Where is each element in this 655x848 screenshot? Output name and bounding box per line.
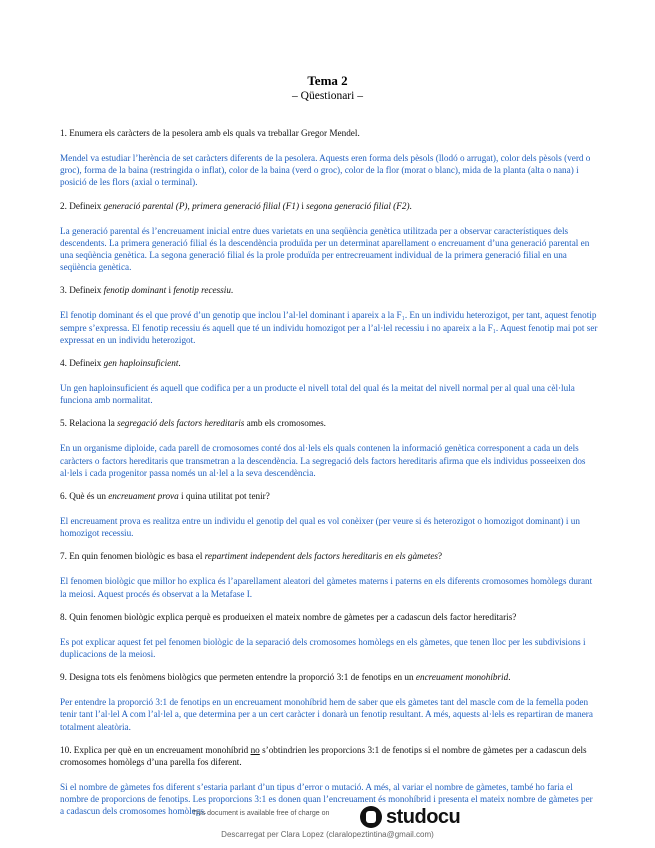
question-3 — [60, 284, 598, 296]
page-title: Tema 2 — [307, 73, 348, 88]
question-text: 9. Designa tots els fenòmens biològics que permeten entendre la proporció 3:1 de fenotips en un — [60, 672, 416, 683]
watermark-note: This document is available free of charge on — [192, 810, 330, 817]
studocu-logo-icon — [360, 806, 382, 828]
question-term: no — [250, 744, 260, 755]
answer-8: Es pot explicar aquest fet pel fenomen biològic de la separació dels cromosomes homòlegs en els gàmetes, que tenen lloc per les subdivisions i duplicacions de la meiosi. — [60, 636, 586, 660]
question-8 — [60, 611, 598, 623]
question-text: 3. Defineix — [60, 285, 104, 296]
question-text: ? — [437, 551, 443, 562]
question-6 — [60, 490, 598, 502]
page-subtitle: – Qüestionari – — [292, 90, 363, 102]
question-term: segona generació filial (F2) — [306, 200, 410, 211]
question-text: 10. Explica per què en un encreuament monohíbrid — [60, 744, 251, 755]
studocu-watermark — [150, 804, 510, 830]
answer-1: Mendel va estudiar l’herència de set caràcters diferents de la pesolera. Aquests eren forma dels pèsols (llodó o arrugat), color dels pèsols (verd o groc), forma de la baina (restringida o inflat), color de la baina (verd o groc), color de la flor (morat o blanc), mida de la planta (alta o nana) i posició de les flors (axial o terminal). — [60, 153, 591, 188]
answer-6: El encreuament prova es realitza entre un individu el genotip del qual es vol conèixer (per veure si és heterozigot o homozigot dominant) i un homozigot recessiu. — [60, 516, 580, 539]
question-text: amb els cromosomes. — [244, 418, 326, 429]
question-text: 5. Relaciona la — [60, 418, 118, 429]
answer-4: Un gen haploinsuficient és aquell que codifica per a un producte el nivell total del qual és la meitat del nivell normal per al qual una cèl·lula funciona amb normalitat. — [60, 383, 575, 406]
answer-3: El fenotip dominant és el que prové d’un genotip que inclou l’al·lel dominant i apareix a la F₁. En un individu heterozigot, per tant, aquest fenotip sempre s’expressa. El fenotip recessiu és aquell que té un individu homozigot per a l’al·lel recessiu i no apareix a la F₁. Aquest fenotip mai pot ser expressat en un individu heterozigot. — [60, 310, 598, 345]
question-7 — [60, 550, 598, 562]
question-text: i — [299, 200, 307, 211]
question-5 — [60, 417, 598, 429]
question-2 — [60, 200, 598, 212]
question-text: 6. Què és un — [60, 491, 109, 502]
question-text: . — [409, 200, 412, 211]
question-9 — [60, 671, 598, 683]
question-text: 2. Defineix — [60, 200, 104, 211]
question-term: fenotip recessiu — [173, 285, 231, 296]
question-text: 4. Defineix — [60, 358, 104, 369]
question-text: 1. Enumera els caràcters de la pesolera amb els quals va treballar Gregor Mendel. — [60, 128, 360, 138]
answer-5: En un organisme diploide, cada parell de cromosomes conté dos al·lels els quals contenen la informació genètica corresponent a cada un dels caràcters o factors hereditaris que transmetran a la descendència. La segregació dels factors hereditaris afirma que els individus posseeixen dos al·lels i cada progenitor passa només un al·lel a la seva descendència. — [60, 443, 586, 478]
download-credit: Descarregat per Clara Lopez (claralopeztintina@gmail.com) — [221, 830, 434, 839]
question-text: , — [187, 200, 193, 211]
question-1 — [60, 127, 598, 139]
question-text: 8. Quin fenomen biològic explica perquè es produeixen el mateix nombre de gàmetes per a cadascun dels factor hereditaris? — [60, 611, 517, 622]
answer-7: El fenomen biològic que millor ho explica és l’aparellament aleatori del gàmetes materns i paterns en els diferents cromosomes homòlegs durant la meiosi. Aquest procés és observat a la Metafase I. — [60, 576, 593, 599]
question-text: . — [508, 672, 511, 683]
question-text: i — [166, 285, 174, 296]
studocu-logo-text: studocu — [386, 805, 461, 828]
question-term: encreuament prova — [108, 491, 179, 502]
question-term: repartiment independent dels factors hereditaris en els gàmetes — [204, 551, 438, 562]
question-text: . — [178, 358, 181, 369]
question-4 — [60, 357, 598, 369]
questionnaire-body — [60, 127, 598, 828]
question-term: generació parental (P) — [103, 200, 188, 211]
question-term: primera generació filial (F1) — [192, 200, 300, 211]
question-term: fenotip dominant — [103, 285, 167, 296]
studocu-logo[interactable] — [360, 804, 460, 830]
question-term: gen haploinsuficient — [103, 358, 179, 369]
answer-10: Si el nombre de gàmetes fos diferent s’estaria parlant d’un tipus d’error o mutació. A més, al variar el nombre de gàmetes, també ho faria el nombre de proporcions de fenotips. Les proporcions 3:1 es donen quan l’encreuament és monohíbrid i presenta el mateix nombre de gàmetes per a cadascun dels cromosomes homòlegs. — [60, 781, 593, 817]
answer-9: Per entendre la proporció 3:1 de fenotips en un encreuament monohíbrid hem de saber que els gàmetes tant del mascle com de la femella poden tenir tant l’al·lel A com l’al·lel a, que determina per a un cert caràcter i donarà un fenotip resultant. A més, aquests al·lels es repartiran de manera totalment aleatòria. — [60, 697, 593, 732]
question-text: s’obtindrien les proporcions 3:1 de fenotips si el nombre de gàmetes per a cadascun dels cromosomes homòlegs d’una parella fos diferent. — [60, 744, 587, 767]
question-term: segregació dels factors hereditaris — [117, 418, 245, 429]
question-text: i quina utilitat pot tenir? — [178, 491, 270, 502]
question-text: . — [230, 285, 234, 296]
answer-2: La generació parental és l’encreuament inicial entre dues varietats en una seqüència genètica utilitzada per a observar característiques dels descendents. La primera generació filial és la descendència produïda per un determinat aparellament o encreuament d’una generació parental en una seqüència genètica. La segona generació filial és la prole produïda per entrecreuament individual de la primera generació filial en una seqüència genètica. — [60, 225, 590, 273]
question-term: encreuament monohíbrid — [415, 672, 509, 683]
question-10 — [60, 744, 598, 768]
question-text: 7. En quin fenomen biològic es basa el — [60, 551, 205, 562]
